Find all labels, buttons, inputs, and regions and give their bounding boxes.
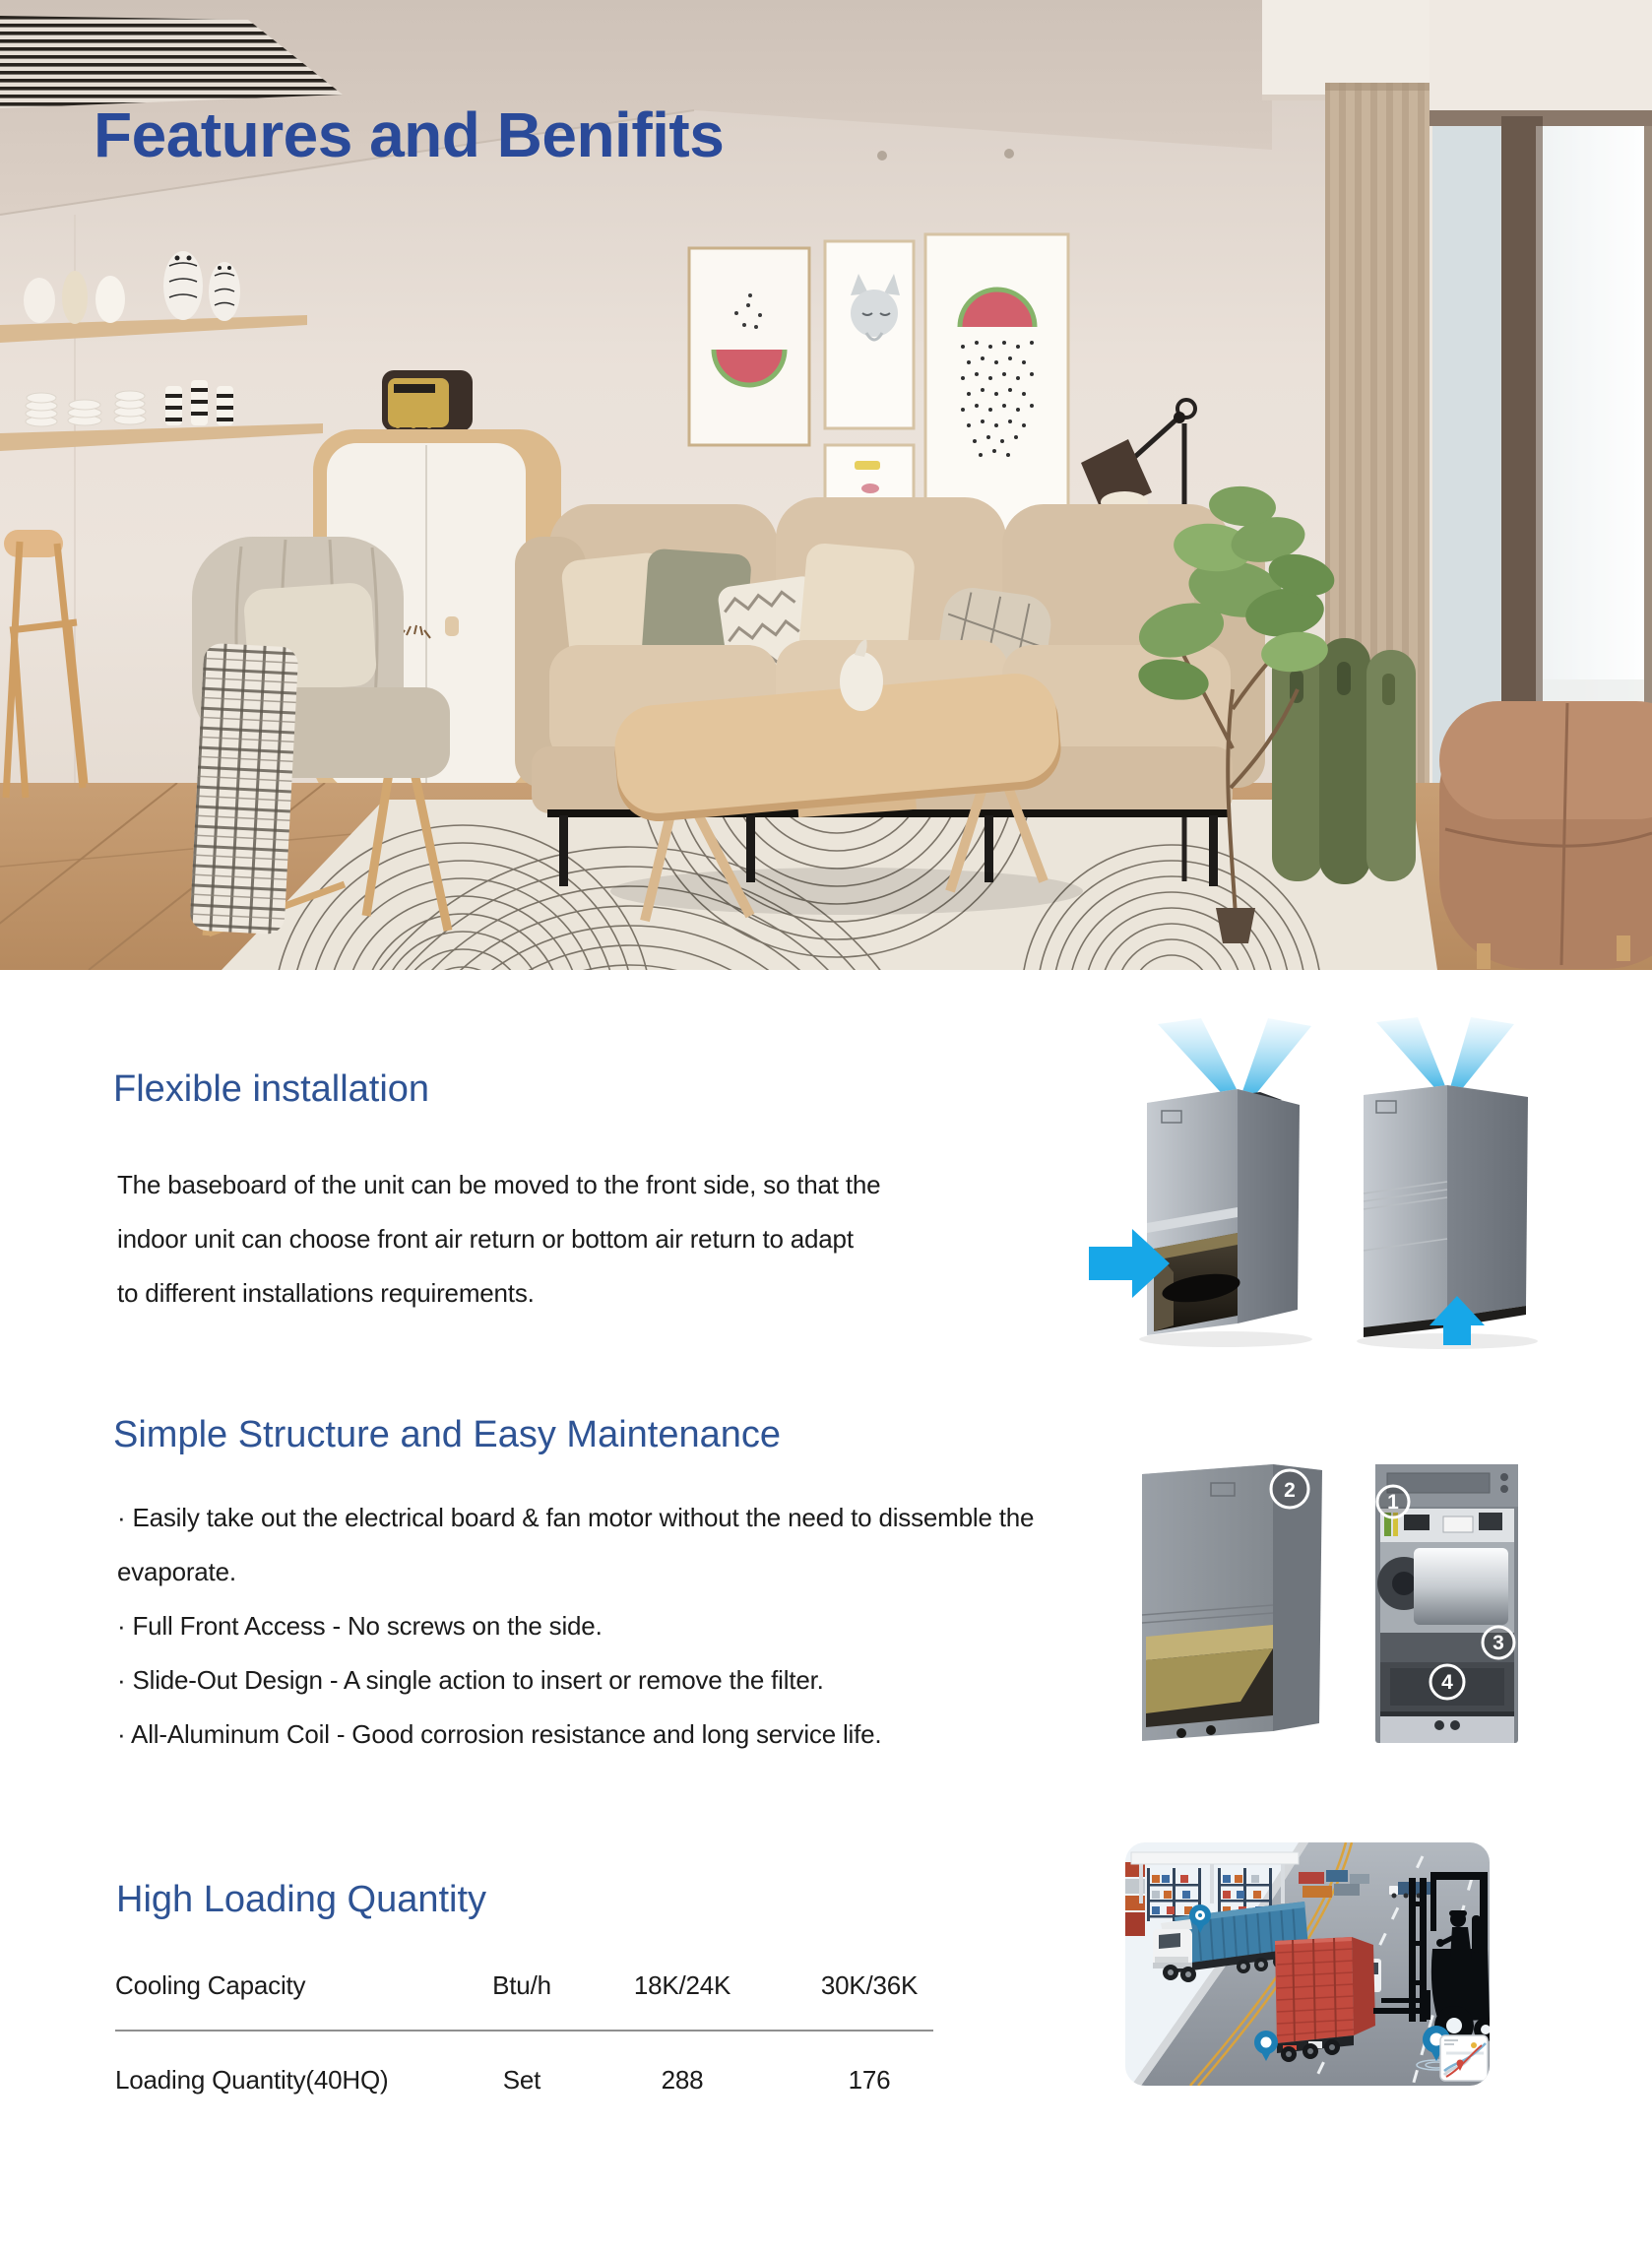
callout-3 — [1483, 1627, 1514, 1658]
table-header-30k-36k: 30K/36K — [820, 1970, 919, 2000]
table-divider — [115, 2030, 933, 2032]
text-line: · Slide-Out Design - A single action to insert or remove the filter. — [117, 1665, 824, 1695]
table-cell-set: Set — [502, 2065, 541, 2095]
airflow-icon — [1158, 1018, 1240, 1101]
map-inset — [1440, 2035, 1488, 2081]
logistics-illustration — [1125, 1842, 1490, 2086]
text-line: indoor unit can choose front air return or bottom air return to adapt — [117, 1224, 854, 1254]
section-heading-high-loading-quantity: High Loading Quantity — [116, 1879, 487, 1920]
structure-bullet-list — [117, 1491, 1048, 1762]
wall-art-cat-frame — [825, 241, 914, 428]
table-cell-288: 288 — [661, 2065, 704, 2095]
text-line: to different installations requirements. — [117, 1278, 535, 1308]
airflow-icon — [1240, 1018, 1311, 1101]
callout-4 — [1430, 1665, 1464, 1699]
table-header-unit: Btu/h — [492, 1970, 551, 2000]
table-header-cooling-capacity: Cooling Capacity — [115, 1970, 306, 2000]
text-line: · Full Front Access - No screws on the side. — [117, 1611, 603, 1641]
svg-text:3: 3 — [1493, 1632, 1504, 1654]
striped-vases — [165, 380, 233, 425]
flexible-installation-paragraph — [117, 1158, 1082, 1321]
table-header-18k-24k: 18K/24K — [633, 1970, 731, 2000]
airflow-icon — [1376, 1017, 1447, 1093]
leather-pouf — [1439, 701, 1652, 969]
text-line: · Easily take out the electrical board & fan motor without the need to dissemble the evaporate. — [117, 1503, 1035, 1586]
wall-art-watermelon-frame — [689, 248, 809, 445]
structure-illustration — [1112, 1418, 1585, 1743]
table-cell-loading-quantity-label: Loading Quantity(40HQ) — [115, 2065, 389, 2095]
callout-1 — [1377, 1486, 1409, 1517]
svg-text:2: 2 — [1284, 1479, 1296, 1502]
air-handler-front-return — [1089, 1018, 1312, 1347]
ceiling-light — [877, 151, 887, 161]
air-handler-bottom-return — [1357, 1017, 1538, 1349]
svg-text:1: 1 — [1387, 1491, 1399, 1514]
page-title: Features and Benifits — [94, 99, 725, 170]
section-heading-flexible-installation: Flexible installation — [113, 1068, 430, 1110]
table-cell-176: 176 — [848, 2065, 891, 2095]
airflow-icon — [1449, 1017, 1514, 1095]
text-line: · All-Aluminum Coil - Good corrosion resistance and long service life. — [117, 1719, 882, 1749]
callout-2 — [1271, 1470, 1308, 1508]
text-line: The baseboard of the unit can be moved to the front side, so that the — [117, 1170, 881, 1199]
svg-text:4: 4 — [1441, 1671, 1453, 1694]
section-heading-simple-structure: Simple Structure and Easy Maintenance — [113, 1414, 782, 1455]
vintage-radio — [382, 370, 473, 431]
green-panel-radiator — [1272, 638, 1416, 884]
flexible-installation-illustration — [1063, 1014, 1575, 1349]
ceiling-light — [1004, 149, 1014, 159]
